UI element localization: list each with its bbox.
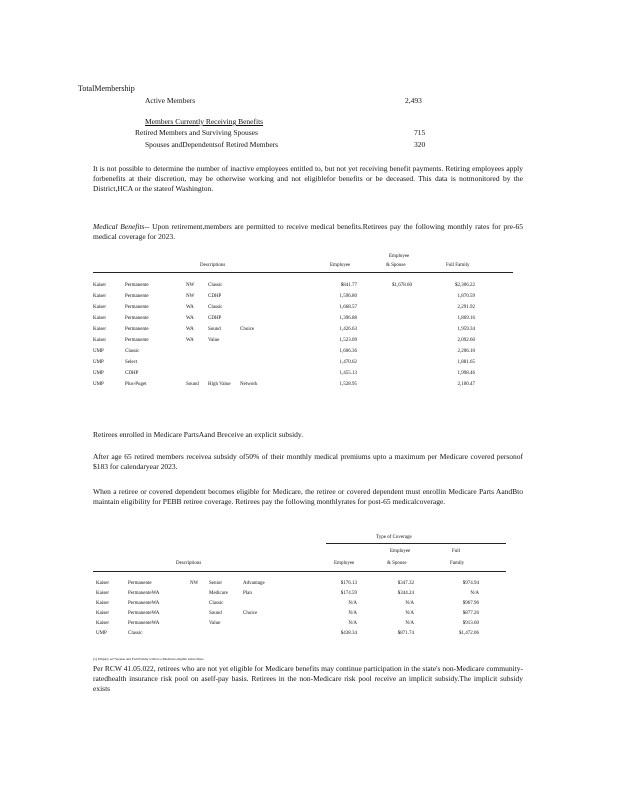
- spouse-rate-cell: $871.74: [397, 631, 414, 636]
- description-cell: Medicare: [209, 591, 228, 596]
- col-full-family: Full Family: [446, 263, 470, 268]
- paragraph-text: Per RCW 41.05.022, retirees who are not yet eligible for Medicare benefits may continue participation in the state's non-Medicare community-ratedhealth insurance risk pool on aself-pay basis. Retirees in the non-Medicare risk pool receive an implicit subsidy.The implicit subsidy exists: [93, 664, 523, 693]
- description-cell: UMP: [96, 631, 107, 636]
- description-cell: Plus-Puget: [125, 382, 147, 387]
- description-cell: PermanenteWA: [128, 601, 160, 606]
- inactive-employees-paragraph: [93, 164, 523, 194]
- table-row: [0, 305, 618, 314]
- currently-receiving-heading: Members Currently Receiving Benefits: [145, 117, 264, 126]
- paragraph-text: After age 65 retired members receivea subsidy of50% of their monthly medical premiums upto a maximum per Medicare covered personof $183 for calendaryear 2023.: [93, 452, 523, 471]
- spouse-rate-cell: N/A: [405, 621, 414, 626]
- description-cell: UMP: [93, 371, 104, 376]
- description-cell: High Value: [208, 382, 231, 387]
- table-row: [0, 601, 618, 610]
- col-full-top: Full: [452, 549, 461, 554]
- description-cell: Kaiser: [96, 581, 110, 586]
- description-cell: Kaiser: [93, 294, 107, 299]
- description-cell: Kaiser: [93, 305, 107, 310]
- description-cell: Sound: [209, 611, 222, 616]
- description-cell: Kaiser: [93, 327, 107, 332]
- family-rate-cell: 2,206.10: [457, 349, 475, 354]
- description-cell: Kaiser: [93, 338, 107, 343]
- emp-rate-cell: N/A: [348, 611, 357, 616]
- family-rate-cell: 2,100.47: [457, 382, 475, 387]
- active-members-label: Active Members: [145, 96, 196, 105]
- description-cell: WA: [186, 327, 194, 332]
- family-rate-cell: $974.94: [462, 581, 479, 586]
- table-row: [0, 327, 618, 336]
- table-row: [0, 591, 618, 600]
- family-rate-cell: 1,998.46: [457, 371, 475, 376]
- description-cell: Permanente: [125, 316, 149, 321]
- col-employee: Employee: [330, 263, 351, 268]
- description-cell: Permanente: [128, 581, 152, 586]
- medicare-eligibility-paragraph: [93, 487, 523, 507]
- emp-rate-cell: 1,606.36: [339, 349, 357, 354]
- description-cell: Permanente: [125, 305, 149, 310]
- description-cell: Select: [125, 360, 138, 365]
- family-rate-cell: $967.96: [462, 601, 479, 606]
- description-cell: Classic: [208, 305, 223, 310]
- description-cell: Kaiser: [96, 591, 110, 596]
- explicit-subsidy-paragraph: [93, 430, 523, 440]
- spouses-dependents-value: 320: [414, 140, 426, 149]
- description-cell: Permanente: [125, 283, 149, 288]
- spouse-rate-cell: N/A: [405, 601, 414, 606]
- description-cell: Permanente: [125, 294, 149, 299]
- emp-rate-cell: 1,668.57: [339, 305, 357, 310]
- family-rate-cell: N/A: [470, 591, 479, 596]
- family-rate-cell: 1,870.59: [457, 294, 475, 299]
- description-cell: WA: [186, 305, 194, 310]
- family-rate-cell: 1,869.16: [457, 316, 475, 321]
- description-cell: Kaiser: [96, 621, 110, 626]
- description-cell: Permanente: [125, 327, 149, 332]
- description-cell: Sound: [186, 382, 199, 387]
- col-descriptions: Descriptions: [200, 263, 226, 268]
- description-cell: WA: [186, 338, 194, 343]
- col-emp-spouse-bottom: & Spouse: [387, 561, 407, 566]
- paragraph-text: When a retiree or covered dependent becomes eligible for Medicare, the retiree or covered dependent must enrollin Medicare Parts AandBto maintain eligibility for PEBB retiree coverage. Retirees pay the following monthlyrates for post-65 medicalcoverage.: [93, 487, 523, 506]
- emp-rate-cell: 1,528.95: [339, 382, 357, 387]
- family-rate-cell: $1,472.06: [459, 631, 479, 636]
- description-cell: NW: [186, 283, 195, 288]
- coverage-rule: [326, 543, 506, 544]
- description-cell: UMP: [93, 382, 104, 387]
- description-cell: Value: [208, 338, 220, 343]
- col-emp-spouse-top: Employee: [390, 549, 411, 554]
- description-cell: CDHP: [125, 371, 139, 376]
- emp-rate-cell: 1,455.13: [339, 371, 357, 376]
- emp-rate-cell: 1,470.62: [339, 360, 357, 365]
- emp-rate-cell: $176.13: [340, 581, 357, 586]
- description-cell: Plan: [243, 591, 252, 596]
- table-header-rule: [93, 272, 513, 273]
- col-emp-spouse-top: Employee: [389, 254, 410, 259]
- description-cell: NW: [190, 581, 199, 586]
- description-cell: Choice: [240, 327, 255, 332]
- spouses-dependents-label: Spouses andDependentsof Retired Members: [145, 140, 279, 149]
- family-rate-cell: 1,881.65: [457, 360, 475, 365]
- total-membership-title: TotalMembership: [78, 84, 135, 93]
- table-row: [0, 316, 618, 325]
- paragraph-text: It is not possible to determine the number of inactive employees entitled to, but not yet receiving benefit payments. Retiring employees apply forbenefits at their discretion, may be otherwise working and not eligiblefor benefits or be deceased. This data is notmonitored by the District,HCA or the stateof Washington.: [93, 164, 523, 193]
- table-row: [0, 382, 618, 391]
- paragraph-text: Upon retirement,members are permitted to receive medical benefits.Retirees pay the following monthly rates for pre-65 medical coverage for 2023.: [93, 222, 523, 241]
- emp-rate-cell: 1,523.09: [339, 338, 357, 343]
- subsidy-paragraph: [93, 452, 523, 472]
- family-rate-cell: 2,291.92: [457, 305, 475, 310]
- table-row: [0, 360, 618, 369]
- family-rate-cell: $2,306.22: [455, 283, 475, 288]
- col-full-bottom: Family: [450, 561, 465, 566]
- description-cell: Kaiser: [93, 316, 107, 321]
- description-cell: UMP: [93, 360, 104, 365]
- table-row: [0, 371, 618, 380]
- family-rate-cell: $877.26: [462, 611, 479, 616]
- description-cell: PermanenteWA: [128, 611, 160, 616]
- spouse-rate-cell: $1,678.60: [392, 283, 412, 288]
- description-cell: Kaiser: [96, 601, 110, 606]
- description-cell: Value: [209, 621, 221, 626]
- description-cell: PermanenteWA: [128, 591, 160, 596]
- description-cell: CDHP: [208, 294, 222, 299]
- paragraph-text: Retirees enrolled in Medicare PartsAand Breceive an explicit subsidy.: [93, 430, 304, 439]
- type-of-coverage: Type of Coverage: [376, 535, 412, 540]
- spouse-rate-cell: $347.32: [397, 581, 414, 586]
- emp-rate-cell: 1,396.88: [339, 316, 357, 321]
- spouse-rate-cell: N/A: [405, 611, 414, 616]
- description-cell: Permanente: [125, 338, 149, 343]
- active-members-value: 2,493: [405, 96, 422, 105]
- description-cell: UMP: [93, 349, 104, 354]
- col-descriptions: Descriptions: [176, 561, 202, 566]
- description-cell: NW: [186, 294, 195, 299]
- table-row: [0, 611, 618, 620]
- description-cell: Classic: [125, 349, 140, 354]
- description-cell: Classic: [208, 283, 223, 288]
- description-cell: Classic: [128, 631, 143, 636]
- table-row: [0, 294, 618, 303]
- table-row: [0, 349, 618, 358]
- emp-rate-cell: N/A: [348, 621, 357, 626]
- retired-members-value: 715: [414, 128, 426, 137]
- family-rate-cell: $913.60: [462, 621, 479, 626]
- table-footnote: (1) Employ ee+Spouse and Full Family with two Medicare eligible subscribers: [93, 657, 204, 661]
- table-header-rule: [93, 571, 506, 572]
- emp-rate-cell: 1,596.80: [339, 294, 357, 299]
- description-cell: Choice: [243, 611, 258, 616]
- family-rate-cell: 2,092.60: [457, 338, 475, 343]
- emp-rate-cell: $174.59: [340, 591, 357, 596]
- table-row: [0, 631, 618, 640]
- description-cell: Sound: [208, 327, 221, 332]
- spouse-rate-cell: $344.24: [397, 591, 414, 596]
- retired-members-label: Retired Members and Surviving Spouses: [135, 128, 258, 137]
- emp-rate-cell: N/A: [348, 601, 357, 606]
- col-employee: Employee: [334, 561, 355, 566]
- table-row: [0, 283, 618, 292]
- description-cell: Network: [240, 382, 258, 387]
- emp-rate-cell: $841.77: [340, 283, 357, 288]
- emp-rate-cell: 1,426.63: [339, 327, 357, 332]
- description-cell: Advantage: [243, 581, 265, 586]
- description-cell: Senior: [209, 581, 223, 586]
- table-row: [0, 621, 618, 630]
- table-row: [0, 581, 618, 590]
- col-emp-spouse-bottom: & Spouse: [386, 263, 406, 268]
- medical-benefits-heading: Medical Benefits--: [93, 222, 150, 231]
- table-row: [0, 338, 618, 347]
- family-rate-cell: 1,959.34: [457, 327, 475, 332]
- emp-rate-cell: $438.34: [340, 631, 357, 636]
- description-cell: WA: [186, 316, 194, 321]
- medical-benefits-paragraph: [93, 222, 523, 242]
- description-cell: Classic: [209, 601, 224, 606]
- description-cell: Kaiser: [96, 611, 110, 616]
- description-cell: Kaiser: [93, 283, 107, 288]
- description-cell: CDHP: [208, 316, 222, 321]
- rcw-paragraph: [93, 664, 523, 694]
- description-cell: PermanenteWA: [128, 621, 160, 626]
